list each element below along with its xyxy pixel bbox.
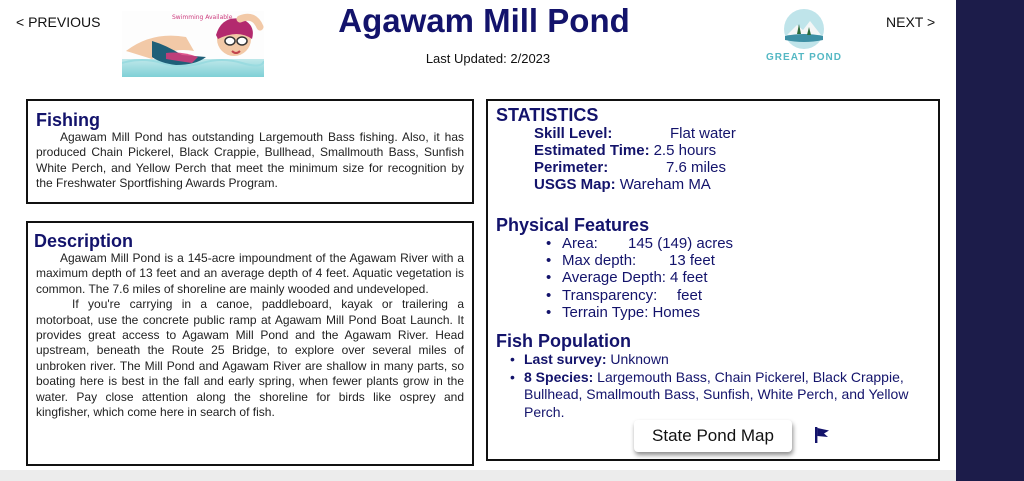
- fish-species: • 8 Species: Largemouth Bass, Chain Pickerel, Black Crappie, Bullhead, Smallmouth Bass, Sunfish, White Perch, and Yellow Perch.: [508, 369, 924, 422]
- banner-text: Swimming Available: [172, 14, 233, 21]
- state-pond-map-button[interactable]: State Pond Map: [634, 420, 792, 452]
- feature-area: • Area: 145 (149) acres: [546, 235, 938, 252]
- stat-perimeter: Perimeter: 7.6 miles: [534, 159, 727, 176]
- fish-population-list: [488, 351, 938, 421]
- description-section: [26, 221, 474, 466]
- physical-features-heading: Physical Features: [496, 215, 650, 235]
- fish-last-survey: • Last survey: Unknown: [508, 351, 924, 369]
- stat-estimated-time: Estimated Time: 2.5 hours: [534, 142, 717, 159]
- description-paragraph-1: Agawam Mill Pond is a 145-acre impoundment of the Agawam River with a maximum depth of 13 feet and an average depth of 4 feet. Aquatic vegetation is common. The 7.6 miles of shoreline are mainly wooded and undeveloped.: [36, 251, 464, 296]
- feature-terrain-type: • Terrain Type: Homes: [546, 304, 938, 321]
- page-title: Agawam Mill Pond: [338, 2, 630, 39]
- previous-link[interactable]: < PREVIOUS: [16, 14, 101, 30]
- feature-average-depth: • Average Depth: 4 feet: [546, 269, 938, 286]
- fish-population-heading: Fish Population: [496, 331, 631, 352]
- physical-features-list: [488, 235, 938, 321]
- logo-text: GREAT POND: [766, 52, 842, 63]
- bottom-strip: [0, 470, 956, 481]
- feature-max-depth: • Max depth: 13 feet: [546, 252, 938, 269]
- fishing-text: Agawam Mill Pond has outstanding Largemouth Bass fishing. Also, it has produced Chain Pickerel, Black Crappie, Bullhead, Smallmouth Bass, Sunfish White Perch, and Yellow Perch that meet the minimum size for recognition by the Freshwater Sportfishing Awards Program.: [36, 130, 464, 191]
- stat-skill-level: Skill Level: Flat water: [534, 125, 736, 142]
- fishing-section: [26, 99, 474, 204]
- last-updated: Last Updated: 2/2023: [425, 51, 551, 66]
- description-heading: Description: [34, 231, 134, 251]
- feature-transparency: • Transparency: feet: [546, 287, 938, 304]
- next-link[interactable]: NEXT >: [886, 14, 936, 30]
- statistics-heading: STATISTICS: [496, 105, 599, 125]
- stat-usgs-map: USGS Map: Wareham MA: [534, 176, 711, 193]
- description-paragraph-2: If you're carrying in a canoe, paddleboard, kayak or trailering a motorboat, use the concrete public ramp at Agawam Mill Pond Boat Launch. It provides great access to Agawam Mill Pond and the Agawam River. Head upstream, beneath the Route 25 Bridge, to explore over several miles of unbroken river. The Mill Pond and Agawam River are shallow in many parts, so boating here is best in the fall and early spring, when fewer plants grow in the water. Pay close attention along the shoreline for birds like osprey and kingfisher, which come here in search of fish.: [36, 297, 464, 420]
- great-pond-logo-icon: [756, 8, 852, 70]
- flag-icon[interactable]: [813, 426, 831, 444]
- statistics-section: [486, 99, 940, 461]
- fishing-heading: Fishing: [36, 110, 100, 130]
